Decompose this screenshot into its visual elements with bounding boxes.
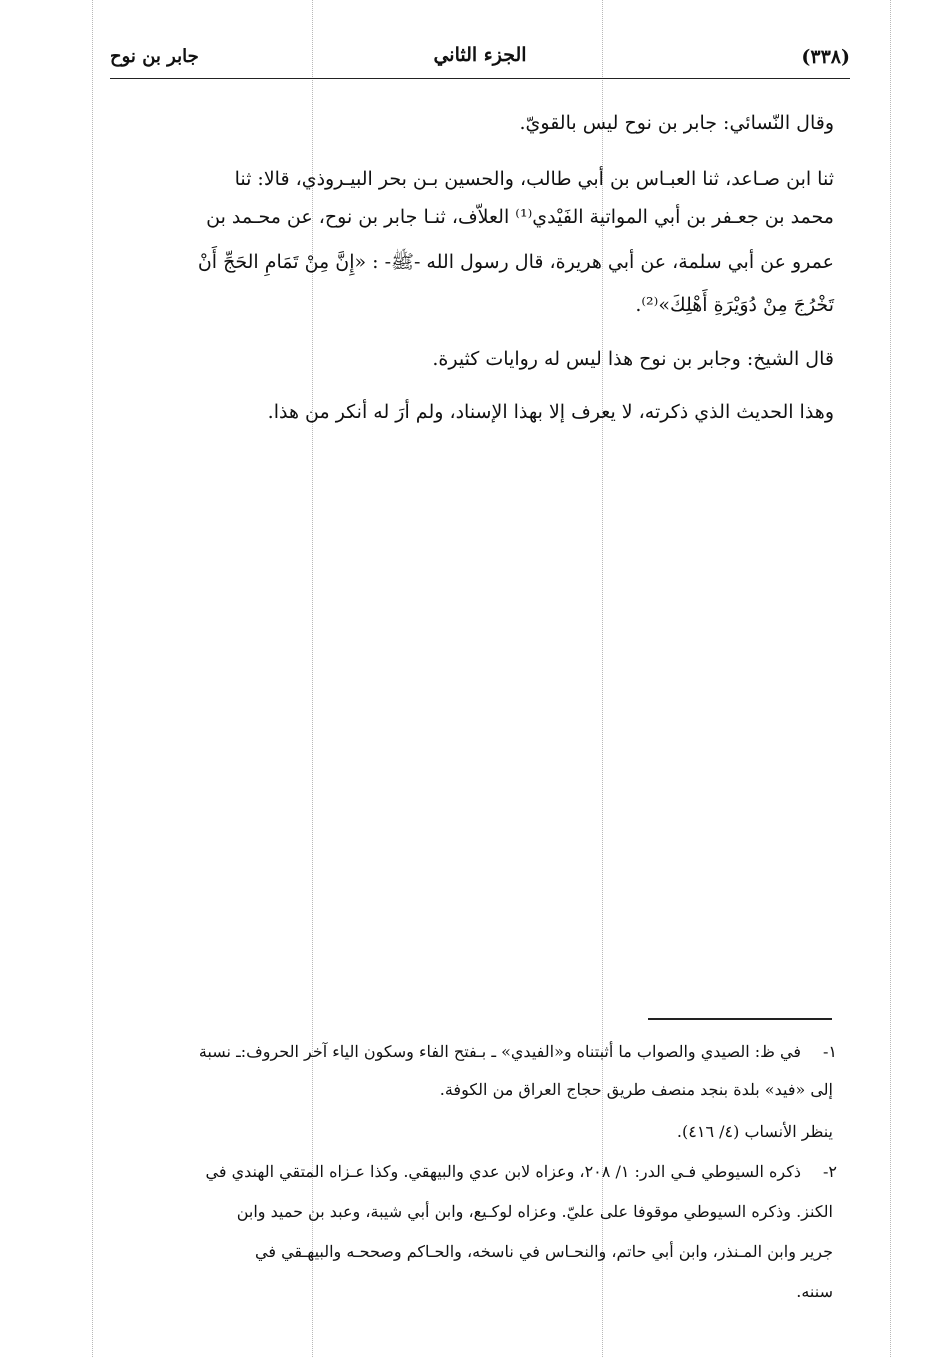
footnote-1-number: ١- — [823, 1042, 837, 1061]
footnote-2-number: ٢- — [823, 1162, 837, 1181]
footnote-1-line: إلى «فيد» بلدة بنجد منصف طريق حجاج العراق من الكوفة. — [439, 1080, 833, 1099]
footnote-1-line: ينظر الأنساب (٤/ ٤١٦). — [676, 1122, 833, 1141]
body-paragraph-1: وقال النّسائي: جابر بن نوح ليس بالقويّ. — [519, 112, 834, 134]
footnote-2-line: ذكره السيوطي فـي الدر: ١/ ٢٠٨، وعزاه لابن عدي والبيهقي. وكذا عـزاه المتقي الهندي في — [205, 1162, 801, 1181]
body-line: محمد بن جعـفر بن أبي المواتية الفَيْدي⁽¹⁾ العلاّف، ثنـا جابر بن نوح، عن محـمد بن — [206, 206, 834, 228]
page-number: (٣٣٨) — [801, 46, 850, 68]
header-chapter: جابر بن نوح — [110, 46, 199, 67]
body-line: عمرو عن أبي سلمة، عن أبي هريرة، قال رسول الله -ﷺ- : «إِنَّ مِنْ تَمَامِ الحَجِّ أَنْ — [197, 251, 834, 273]
body-paragraph-4: وهذا الحديث الذي ذكرته، لا يعرف إلا بهذا الإسناد، ولم أرَ له أنكر من هذا. — [267, 401, 834, 423]
scan-guide-line — [312, 0, 313, 1357]
footnote-separator — [648, 1018, 832, 1020]
body-line: ثنا ابن صـاعد، ثنا العبـاس بن أبي طالب، والحسين بـن بحر البيـروذي، قالا: ثنا — [234, 168, 834, 190]
body-line: تَخْرُجَ مِنْ دُوَيْرَةِ أَهْلِكَ»⁽²⁾. — [635, 294, 834, 316]
header-rule — [110, 78, 850, 79]
running-header — [110, 40, 850, 76]
scan-guide-line — [890, 0, 891, 1357]
footnote-2-line: جرير وابن المـنذر، وابن أبي حاتم، والنحـاس في ناسخه، والحـاكم وصححـه والبيهـقي في — [255, 1242, 833, 1261]
scan-guide-line — [602, 0, 603, 1357]
header-volume: الجزء الثاني — [433, 44, 527, 66]
scan-guide-line — [92, 0, 93, 1357]
footnote-2-line: سننه. — [796, 1282, 833, 1301]
footnote-1-line: في ظ: الصيدي والصواب ما أثبتناه و«الفيدي» ـ بـفتح الفاء وسكون الياء آخر الحروف:ـ نسبة — [198, 1042, 801, 1061]
body-paragraph-3: قال الشيخ: وجابر بن نوح هذا ليس له روايات كثيرة. — [432, 348, 834, 370]
footnote-2-line: الكنز. وذكره السيوطي موقوفا على عليّ. وعزاه لوكـيع، وابن أبي شيبة، وعبد بن حميد وابن — [236, 1202, 833, 1221]
